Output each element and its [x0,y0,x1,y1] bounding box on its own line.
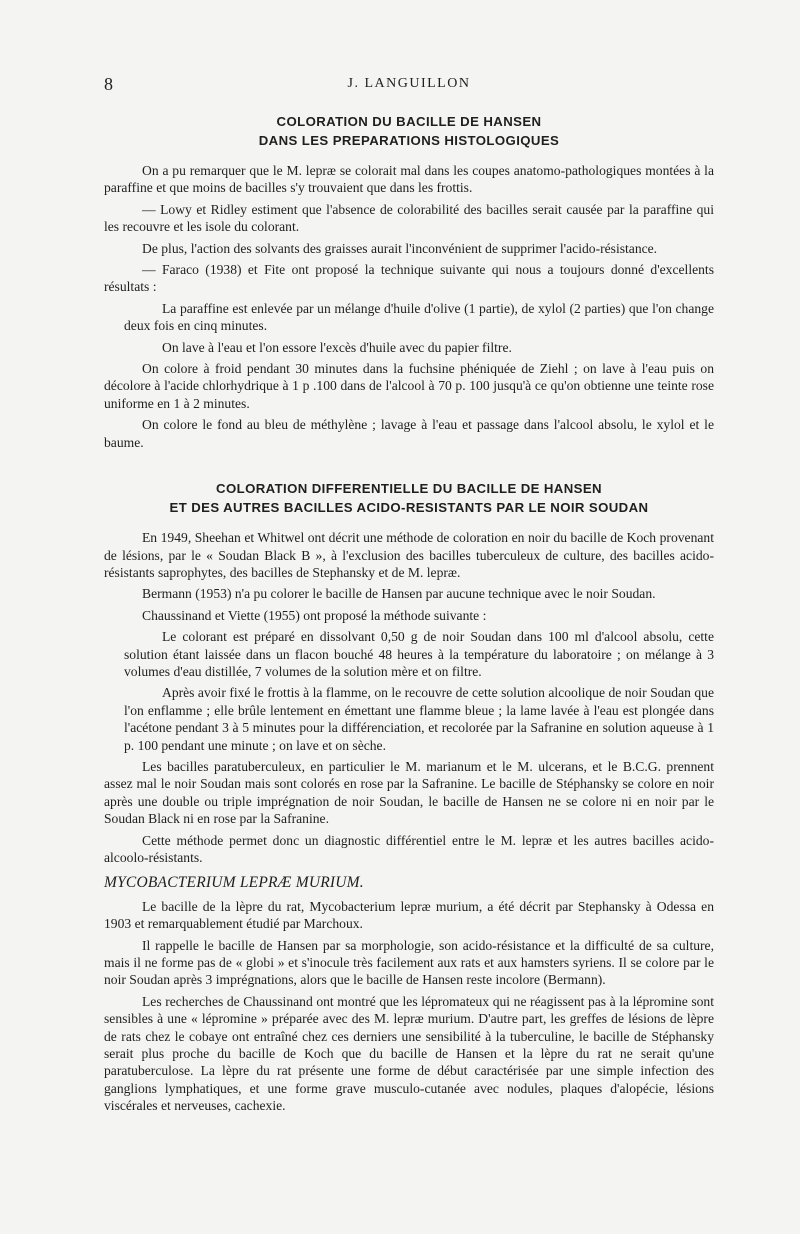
paragraph: Le colorant est préparé en dissolvant 0,50 g de noir Soudan dans 100 ml d'alcool absolu, cette solution étant laissée dans un flacon bouché 48 heures à la température du laboratoire ; on mélange à 3 volumes d'eau distillée, 7 volumes de la solution mère et on filtre. [124,629,714,679]
paragraph: Bermann (1953) n'a pu colorer le bacille de Hansen par aucune technique avec le noir Soudan. [142,586,656,602]
paragraph: En 1949, Sheehan et Whitwel ont décrit une méthode de coloration en noir du bacille de Koch provenant de lésions, par le « Soudan Black B », à l'exclusion des bacilles tuberculeux de culture, des bacilles acido-résistants saprophytes, des bacilles de Stephansky et de M. lepræ. [104,530,714,580]
section-title-line: COLORATION DU BACILLE DE HANSEN [276,114,542,129]
paragraph: — Faraco (1938) et Fite ont proposé la technique suivante qui nous a toujours donné d'excellents résultats : [104,262,714,295]
running-author: J. LANGUILLON [347,76,471,91]
paragraph: Les recherches de Chaussinand ont montré que les lépromateux qui ne réagissent pas à la lépromine sont sensibles à une « lépromine » préparée avec des M. lepræ murium. D'autre part, les greffes de lésions de lèpre de rats chez le cobaye ont entraîné chez ces derniers une sensibilité à la tuberculine, le bacille de Stéphansky serait plus proche du bacille de Koch que du bacille de Hansen et la lèpre du rat ne serait qu'une paratuberculose. La lèpre du rat présente une forme de début caractérisée par une simple infection des ganglions lymphatiques, et une forme grave musculo-cutanée avec nodules, plaques d'alopécie, lésions viscérales et nerveuses, cachexie. [104,993,714,1114]
paragraph: Chaussinand et Viette (1955) ont proposé la méthode suivante : [142,607,487,623]
running-head [104,74,714,94]
paragraph: De plus, l'action des solvants des graisses aurait l'inconvénient de supprimer l'acido-résistance. [142,240,658,256]
section-title-line: ET DES AUTRES BACILLES ACIDO-RESISTANTS PAR LE NOIR SOUDAN [169,500,649,516]
article-body [104,112,714,1119]
paragraph: — Lowy et Ridley estiment que l'absence de colorabilité des bacilles serait causée par la paraffine qui les recouvre et les isole du colorant. [104,201,714,235]
paragraph: On lave à l'eau et l'on essore l'excès d'huile avec du papier filtre. [162,339,512,355]
paragraph: Les bacilles paratuberculeux, en particulier le M. marianum et le M. ulcerans, et le B.C.G. prennent assez mal le noir Soudan mais sont colorés en rose par la Safranine. Le bacille de Stéphansky se colore en noir après une double ou triple imprégnation de noir Soudan, le bacille de Hansen ne se colore ni en noir par le Soudan Black ni en rose par la Safranine. [104,758,714,827]
section-title-line: COLORATION DIFFERENTIELLE DU BACILLE DE HANSEN [216,481,602,497]
paragraph: La paraffine est enlevée par un mélange d'huile d'olive (1 partie), de xylol (2 parties) que l'on change deux fois en cinq minutes. [124,300,714,334]
page-number: 8 [104,74,113,94]
paragraph: Le bacille de la lèpre du rat, Mycobacterium lepræ murium, a été décrit par Stephansky à Odessa en 1903 et remarquablement étudié par Marchoux. [104,898,714,932]
paragraph: Cette méthode permet donc un diagnostic différentiel entre le M. lepræ et les autres bacilles acido-alcoolo-résistants. [104,832,714,865]
section-title-histology [104,112,714,150]
paragraph: Après avoir fixé le frottis à la flamme, on le recouvre de cette solution alcoolique de noir Soudan que l'on enflamme ; elle brûle lentement en émettant une flamme bleue ; la lame lavée à l'eau est plongée dans l'acétone pendant 3 à 5 minutes pour la différenciation, et recolorée par la Safranine en solution aqueuse à 1 p. 100 pendant une minute ; on lave et on sèche. [124,685,714,753]
paragraph: On colore le fond au bleu de méthylène ; lavage à l'eau et passage dans l'alcool absolu, le xylol et le baume. [104,417,714,450]
paragraph: On a pu remarquer que le M. lepræ se colorait mal dans les coupes anatomo-pathologiques montées à la paraffine et que moins de bacilles s'y trouvaient que dans les frottis. [104,163,714,196]
paragraph: On colore à froid pendant 30 minutes dans la fuchsine phéniquée de Ziehl ; on lave à l'eau puis on décolore à l'acide chlorhydrique à 1 p .100 dans de l'alcool à 70 p. 100 jusqu'à ce qu'on obtienne une teinte rose uniforme en 1 à 2 minutes. [104,361,714,411]
section-title-sudan-black [104,479,714,517]
section-title-line: DANS LES PREPARATIONS HISTOLOGIQUES [258,133,560,148]
paragraph: Il rappelle le bacille de Hansen par sa morphologie, son acido-résistance et la difficulté de sa culture, mais il ne forme pas de « globi » et s'inocule très facilement aux rats et aux hamsters syriens. Il se colore par le noir Soudan après 3 imprégnations, alors que le bacille de Hansen reste incolore (Bermann). [104,937,714,988]
subsection-title-murium: MYCOBACTERIUM LEPRÆ MURIUM. [104,874,364,892]
